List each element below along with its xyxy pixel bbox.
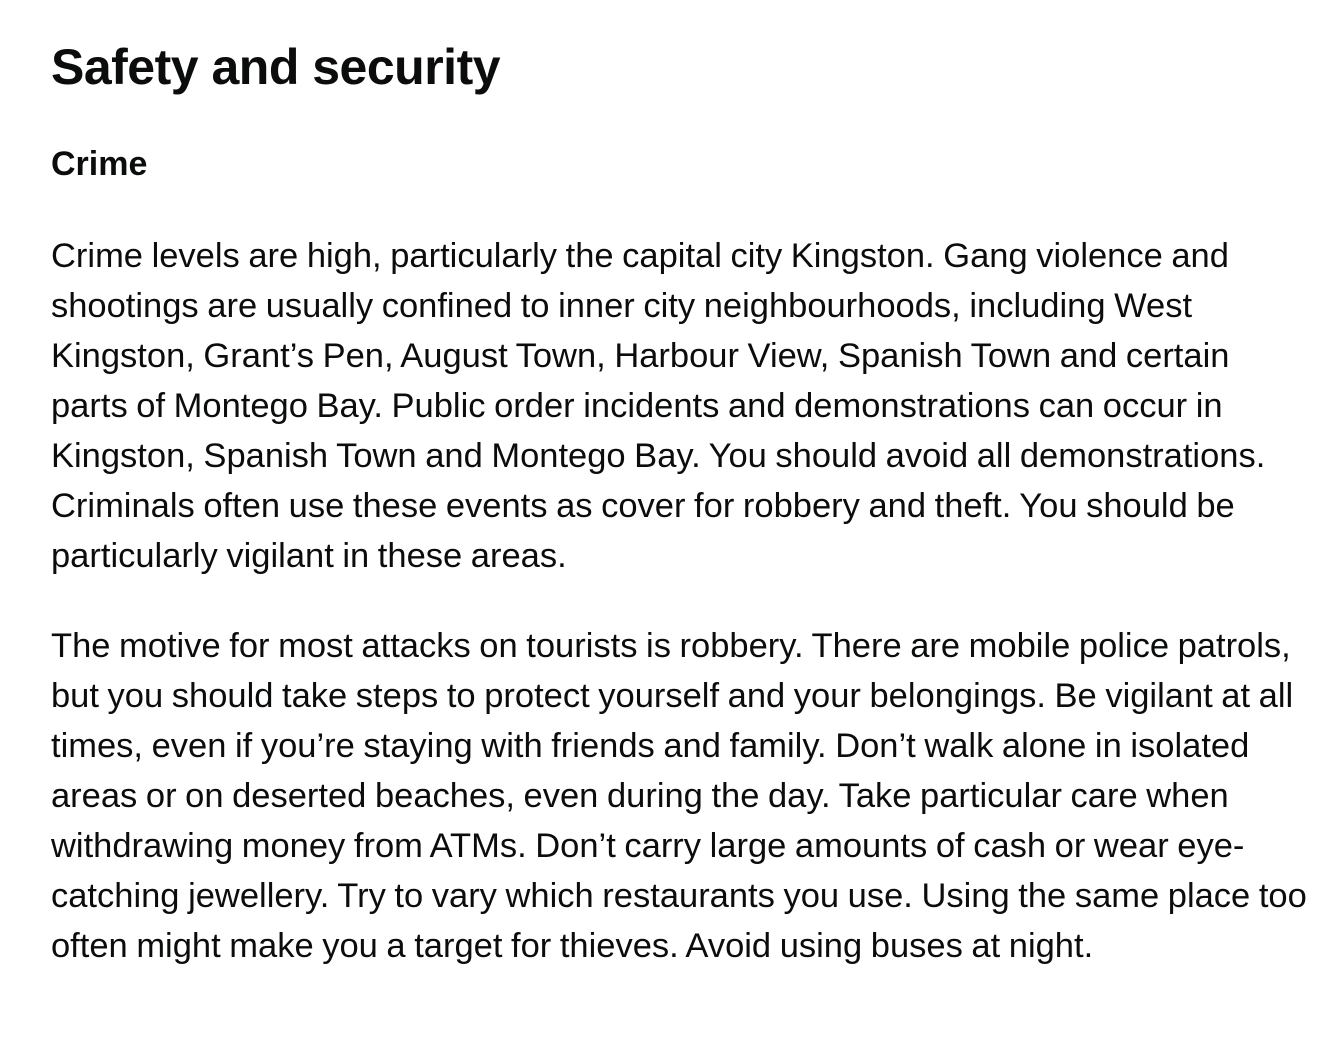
crime-paragraph-2: The motive for most attacks on tourists is robbery. There are mobile police patrols, but you should take steps to protect yourself and your belongings. Be vigilant at all times, even if you’re staying with friends and family. Don’t walk alone in isolated areas or on deserted beaches, even during the day. Take particular care when withdrawing money from ATMs. Don’t carry large amounts of cash or wear eye-catching jewellery. Try to vary which restaurants you use. Using the same place too often might make you a target for thieves. Avoid using buses at night. <box>51 627 1307 965</box>
main-content <box>51 0 1313 965</box>
section-heading-crime: Crime <box>51 145 148 183</box>
crime-paragraph-1: Crime levels are high, particularly the capital city Kingston. Gang violence and shootings are usually confined to inner city neighbourhoods, including West Kingston, Grant’s Pen, August Town, Harbour View, Spanish Town and certain parts of Montego Bay. Public order incidents and demonstrations can occur in Kingston, Spanish Town and Montego Bay. You should avoid all demonstrations. Criminals often use these events as cover for robbery and theft. You should be particularly vigilant in these areas. <box>51 237 1266 575</box>
page-title: Safety and security <box>51 39 501 95</box>
